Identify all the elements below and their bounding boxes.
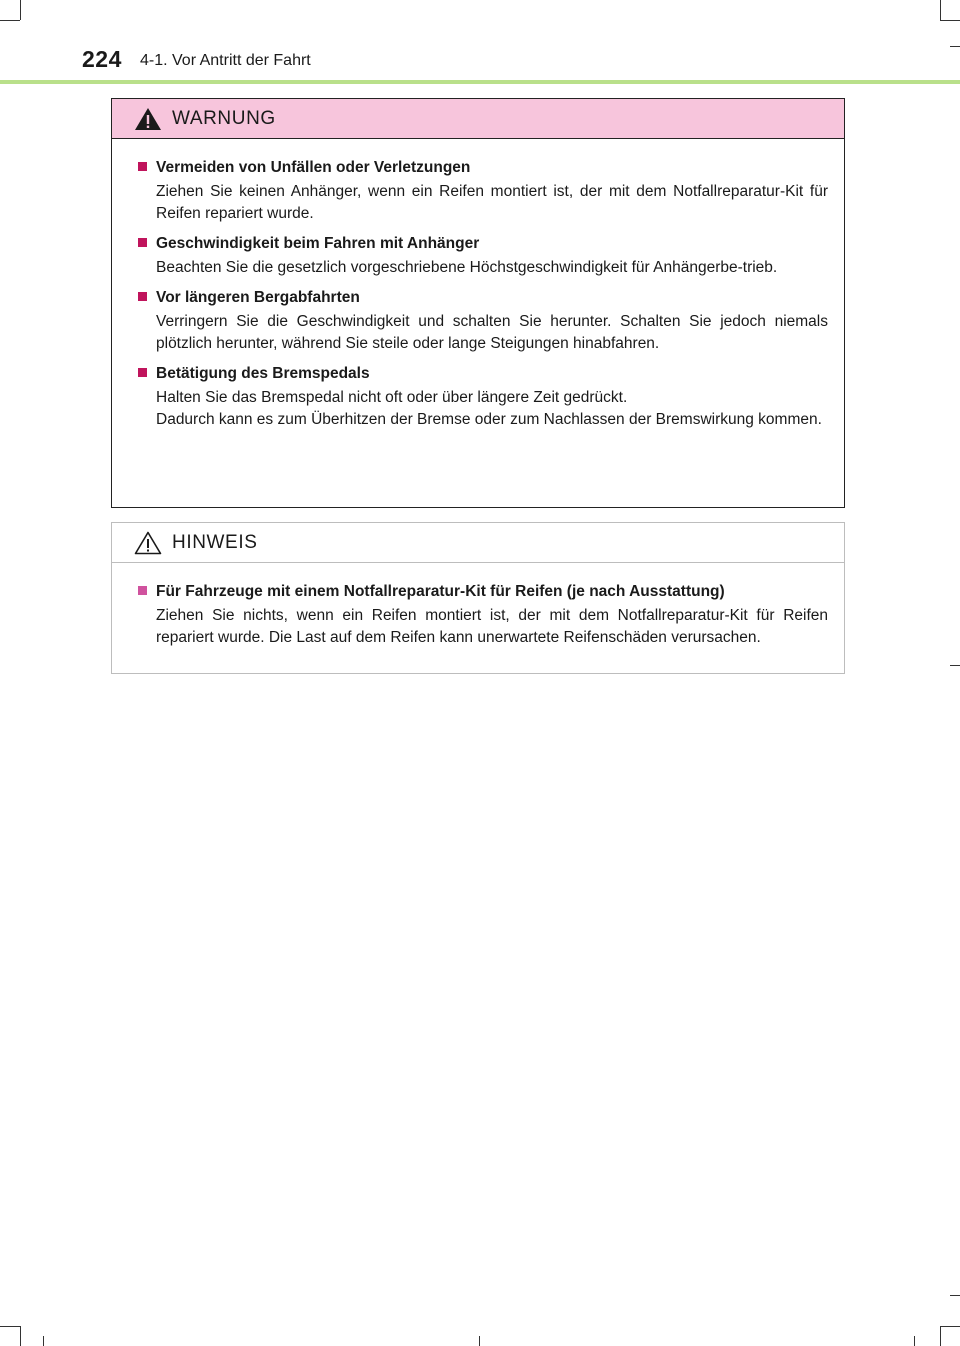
bullet-square-icon [138, 368, 147, 377]
bullet-square-icon [138, 162, 147, 171]
page-header [0, 40, 960, 84]
crop-mark [0, 20, 20, 21]
crop-mark [43, 1336, 44, 1346]
item-text: Ziehen Sie keinen Anhänger, wenn ein Reifen montiert ist, der mit dem Notfallreparatur-Kit für Reifen repariert wurde. [156, 183, 828, 222]
bullet-square-icon [138, 292, 147, 301]
crop-mark [20, 0, 21, 20]
crop-mark [950, 1295, 960, 1296]
notice-item [130, 581, 828, 649]
item-heading: Vor längeren Bergabfahrten [156, 289, 360, 306]
notice-box [111, 522, 845, 674]
warning-body [112, 139, 844, 431]
warning-title: WARNUNG [172, 108, 276, 129]
crop-mark [940, 1326, 960, 1327]
item-heading: Geschwindigkeit beim Fahren mit Anhänger [156, 235, 480, 252]
crop-mark [479, 1336, 480, 1346]
item-heading: Für Fahrzeuge mit einem Notfallreparatur-Kit für Reifen (je nach Ausstattung) [156, 583, 725, 600]
item-heading: Betätigung des Bremspedals [156, 365, 370, 382]
notice-body [112, 563, 844, 649]
item-heading: Vermeiden von Unfällen oder Verletzungen [156, 159, 471, 176]
notice-header [112, 523, 844, 563]
warning-triangle-icon [134, 107, 162, 131]
page-number: 224 [82, 46, 122, 72]
crop-mark [20, 1326, 21, 1346]
warning-box [111, 98, 845, 508]
caution-triangle-icon [134, 531, 162, 555]
item-text: Halten Sie das Bremspedal nicht oft oder über längere Zeit gedrückt. [156, 389, 628, 406]
warning-item [130, 157, 828, 225]
warning-item [130, 287, 828, 355]
header-rule [0, 80, 960, 84]
crop-mark [0, 1326, 20, 1327]
item-text: Verringern Sie die Geschwindigkeit und schalten Sie herunter. Schalten Sie jedoch niemals plötzlich herunter, während Sie steile oder lange Steigungen hinabfahren. [156, 313, 828, 352]
crop-mark [940, 20, 960, 21]
section-title: 4-1. Vor Antritt der Fahrt [140, 52, 311, 69]
item-text: Beachten Sie die gesetzlich vorgeschriebene Höchstgeschwindigkeit für Anhängerbe-trieb. [156, 259, 778, 276]
item-text: Ziehen Sie nichts, wenn ein Reifen montiert ist, der mit dem Notfallreparatur-Kit für Reifen repariert wurde. Die Last auf dem Reifen kann unerwartete Reifenschäden verursachen. [156, 607, 828, 646]
crop-mark [940, 0, 941, 20]
bullet-square-icon [138, 238, 147, 247]
warning-item [130, 233, 828, 279]
crop-mark [950, 665, 960, 666]
crop-mark [914, 1336, 915, 1346]
item-text: Dadurch kann es zum Überhitzen der Bremse oder zum Nachlassen der Bremswirkung kommen. [156, 411, 822, 428]
warning-item [130, 363, 828, 431]
bullet-square-icon [138, 586, 147, 595]
crop-mark [940, 1326, 941, 1346]
notice-title: HINWEIS [172, 532, 258, 553]
warning-header [112, 99, 844, 139]
